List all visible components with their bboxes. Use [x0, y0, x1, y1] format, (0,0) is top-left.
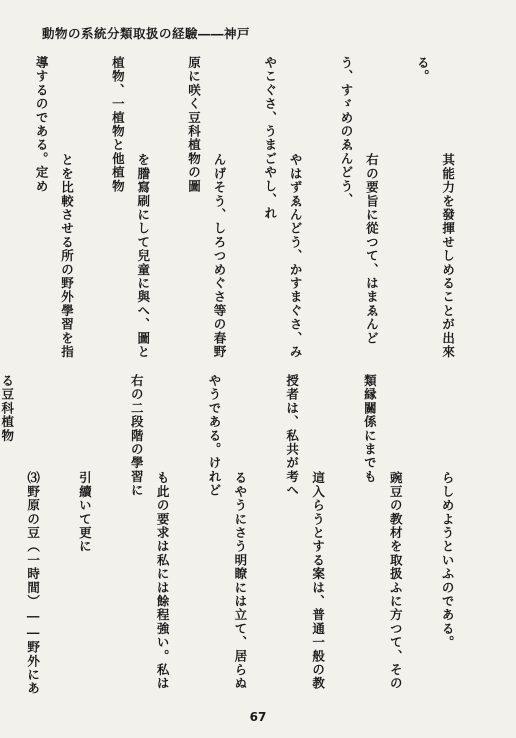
- lower-column: 這入らうとする案は、普通一般の教授者は、私共が考へ: [284, 374, 326, 691]
- lower-text-block: [0, 374, 486, 696]
- upper-vertical-text: [28, 56, 486, 366]
- lower-column: 豌豆の教材を取扱ふに方つて、その類縁關係にまでも: [362, 374, 404, 691]
- upper-column: 其能力を發揮せしめることが出來る。: [415, 56, 456, 359]
- upper-column: 右の要旨に從つて、はまゑんどう、すゞめのゑんどう、: [338, 56, 380, 346]
- upper-text-block: [28, 56, 486, 366]
- upper-column: とを比較させる所の野外學習を指導するのである。定め: [34, 56, 75, 359]
- lower-column: も此の要求は私には餘程強い。私は右の二段階の學習に: [129, 374, 171, 691]
- lower-column: 引續いて更に: [77, 471, 93, 554]
- lower-column: るやうにさう明瞭には立て、居らぬやうである。けれど: [206, 374, 248, 691]
- running-header: [0, 24, 516, 46]
- lower-column: ⑶野原の豆（一時間）――野外にある豆科植物: [0, 374, 41, 696]
- upper-column: を謄寫刷にして兒童に與へ、圖と植物、一植物と他植物: [110, 56, 151, 359]
- lower-column: らしめようといふのである。: [440, 471, 456, 650]
- upper-column: やはずゑんどう、かすまぐさ、みやこぐさ、うまごやし、れ: [262, 56, 304, 359]
- page-number: 67: [249, 710, 267, 724]
- upper-column: んげそう、しろつめぐさ等の春野原に咲く豆科植物の圖: [186, 56, 227, 359]
- header-title: 動物の系統分類取扱の経驗――神戸: [42, 26, 251, 41]
- lower-vertical-text: [0, 374, 486, 696]
